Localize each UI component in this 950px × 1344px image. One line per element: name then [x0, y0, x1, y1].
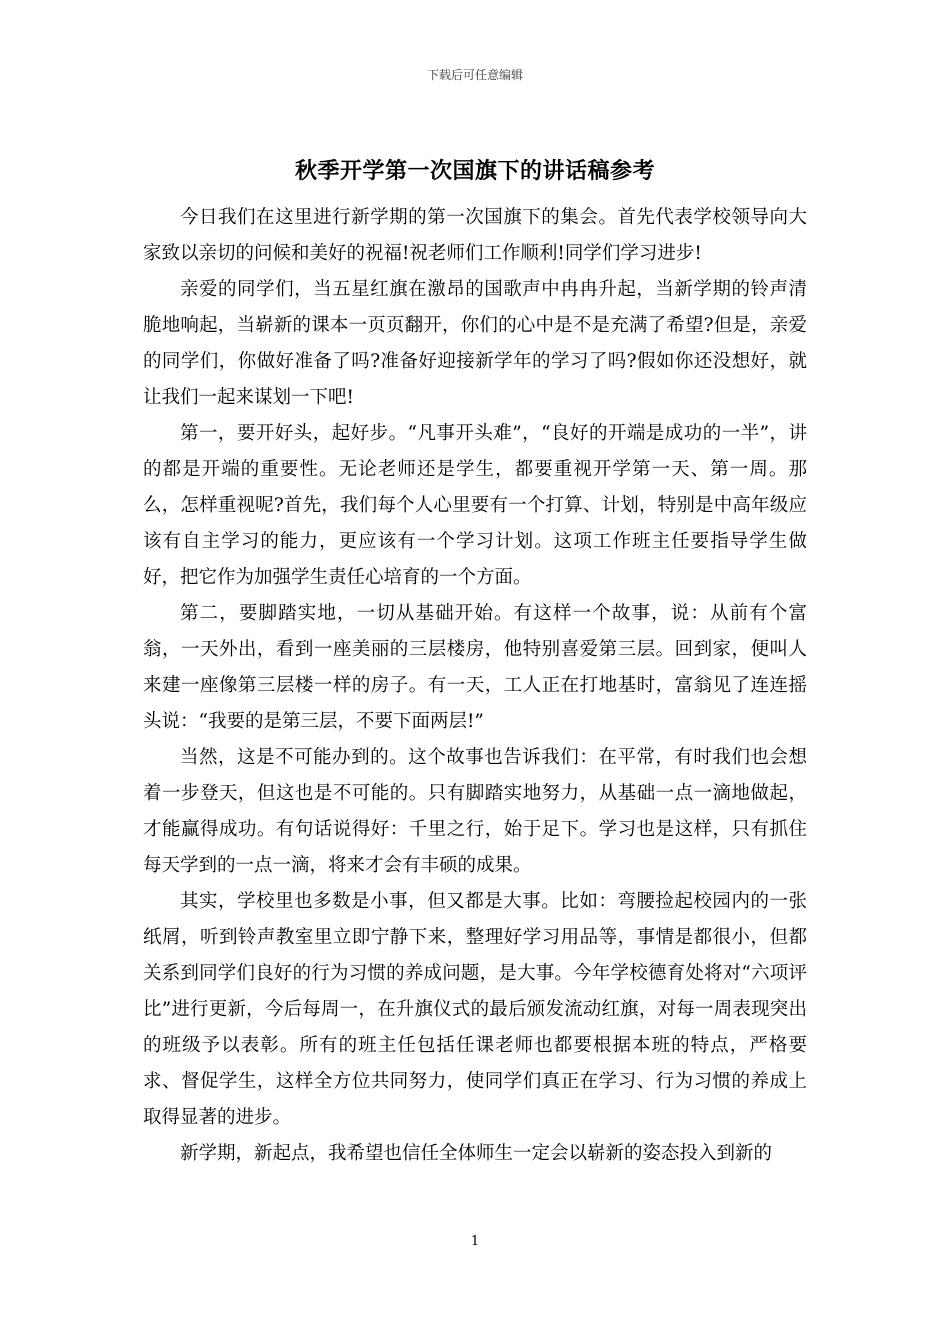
- document-body: [143, 200, 807, 1172]
- document-title: 秋季开学第一次国旗下的讲话稿参考: [294, 159, 655, 184]
- paragraph-7: 新学期，新起点，我希望也信任全体师生一定会以崭新的姿态投入到新的: [180, 1143, 773, 1164]
- paragraph-3: 第一，要开好头，起好步。“凡事开头难”，“良好的开端是成功的一半”，讲的都是开端的重要性。无论老师还是学生，都要重视开学第一天、第一周。那么，怎样重视呢?首先，我们每个人心里要有一个打算、计划，特别是中高年级应该有自主学习的能力，更应该有一个学习计划。这项工作班主任要指导学生做好，把它作为加强学生责任心培育的一个方面。: [143, 423, 807, 588]
- page-number: 1: [470, 1234, 480, 1249]
- paragraph-2: 亲爱的同学们，当五星红旗在激昂的国歌声中冉冉升起，当新学期的铃声清脆地响起，当崭新的课本一页页翻开，你们的心中是不是充满了希望?但是，亲爱的同学们，你做好准备了吗?准备好迎接新学年的学习了吗?假如你还没想好，就让我们一起来谋划一下吧!: [143, 279, 807, 408]
- header-note: 下载后可任意编辑: [426, 68, 523, 82]
- paragraph-1: 今日我们在这里进行新学期的第一次国旗下的集会。首先代表学校领导向大家致以亲切的问候和美好的祝福!祝老师们工作顺利!同学们学习进步!: [143, 207, 807, 264]
- paragraph-5: 当然，这是不可能办到的。这个故事也告诉我们：在平常，有时我们也会想着一步登天，但这也是不可能的。只有脚踏实地努力，从基础一点一滴地做起，才能赢得成功。有句话说得好：千里之行，始于足下。学习也是这样，只有抓住每天学到的一点一滴，将来才会有丰硕的成果。: [143, 747, 807, 876]
- paragraph-4: 第二，要脚踏实地，一切从基础开始。有这样一个故事，说：从前有个富翁，一天外出，看到一座美丽的三层楼房，他特别喜爱第三层。回到家，便叫人来建一座像第三层楼一样的房子。有一天，工人正在打地基时，富翁见了连连摇头说：“我要的是第三层，不要下面两层!”: [143, 603, 807, 732]
- paragraph-6: 其实，学校里也多数是小事，但又都是大事。比如：弯腰捡起校园内的一张纸屑，听到铃声教室里立即宁静下来，整理好学习用品等，事情是都很小，但都关系到同学们良好的行为习惯的养成问题，是大事。今年学校德育处将对“六项评比”进行更新，今后每周一，在升旗仪式的最后颁发流动红旗，对每一周表现突出的班级予以表彰。所有的班主任包括任课老师也都要根据本班的特点，严格要求、督促学生，这样全方位共同努力，使同学们真正在学习、行为习惯的养成上取得显著的进步。: [143, 891, 807, 1128]
